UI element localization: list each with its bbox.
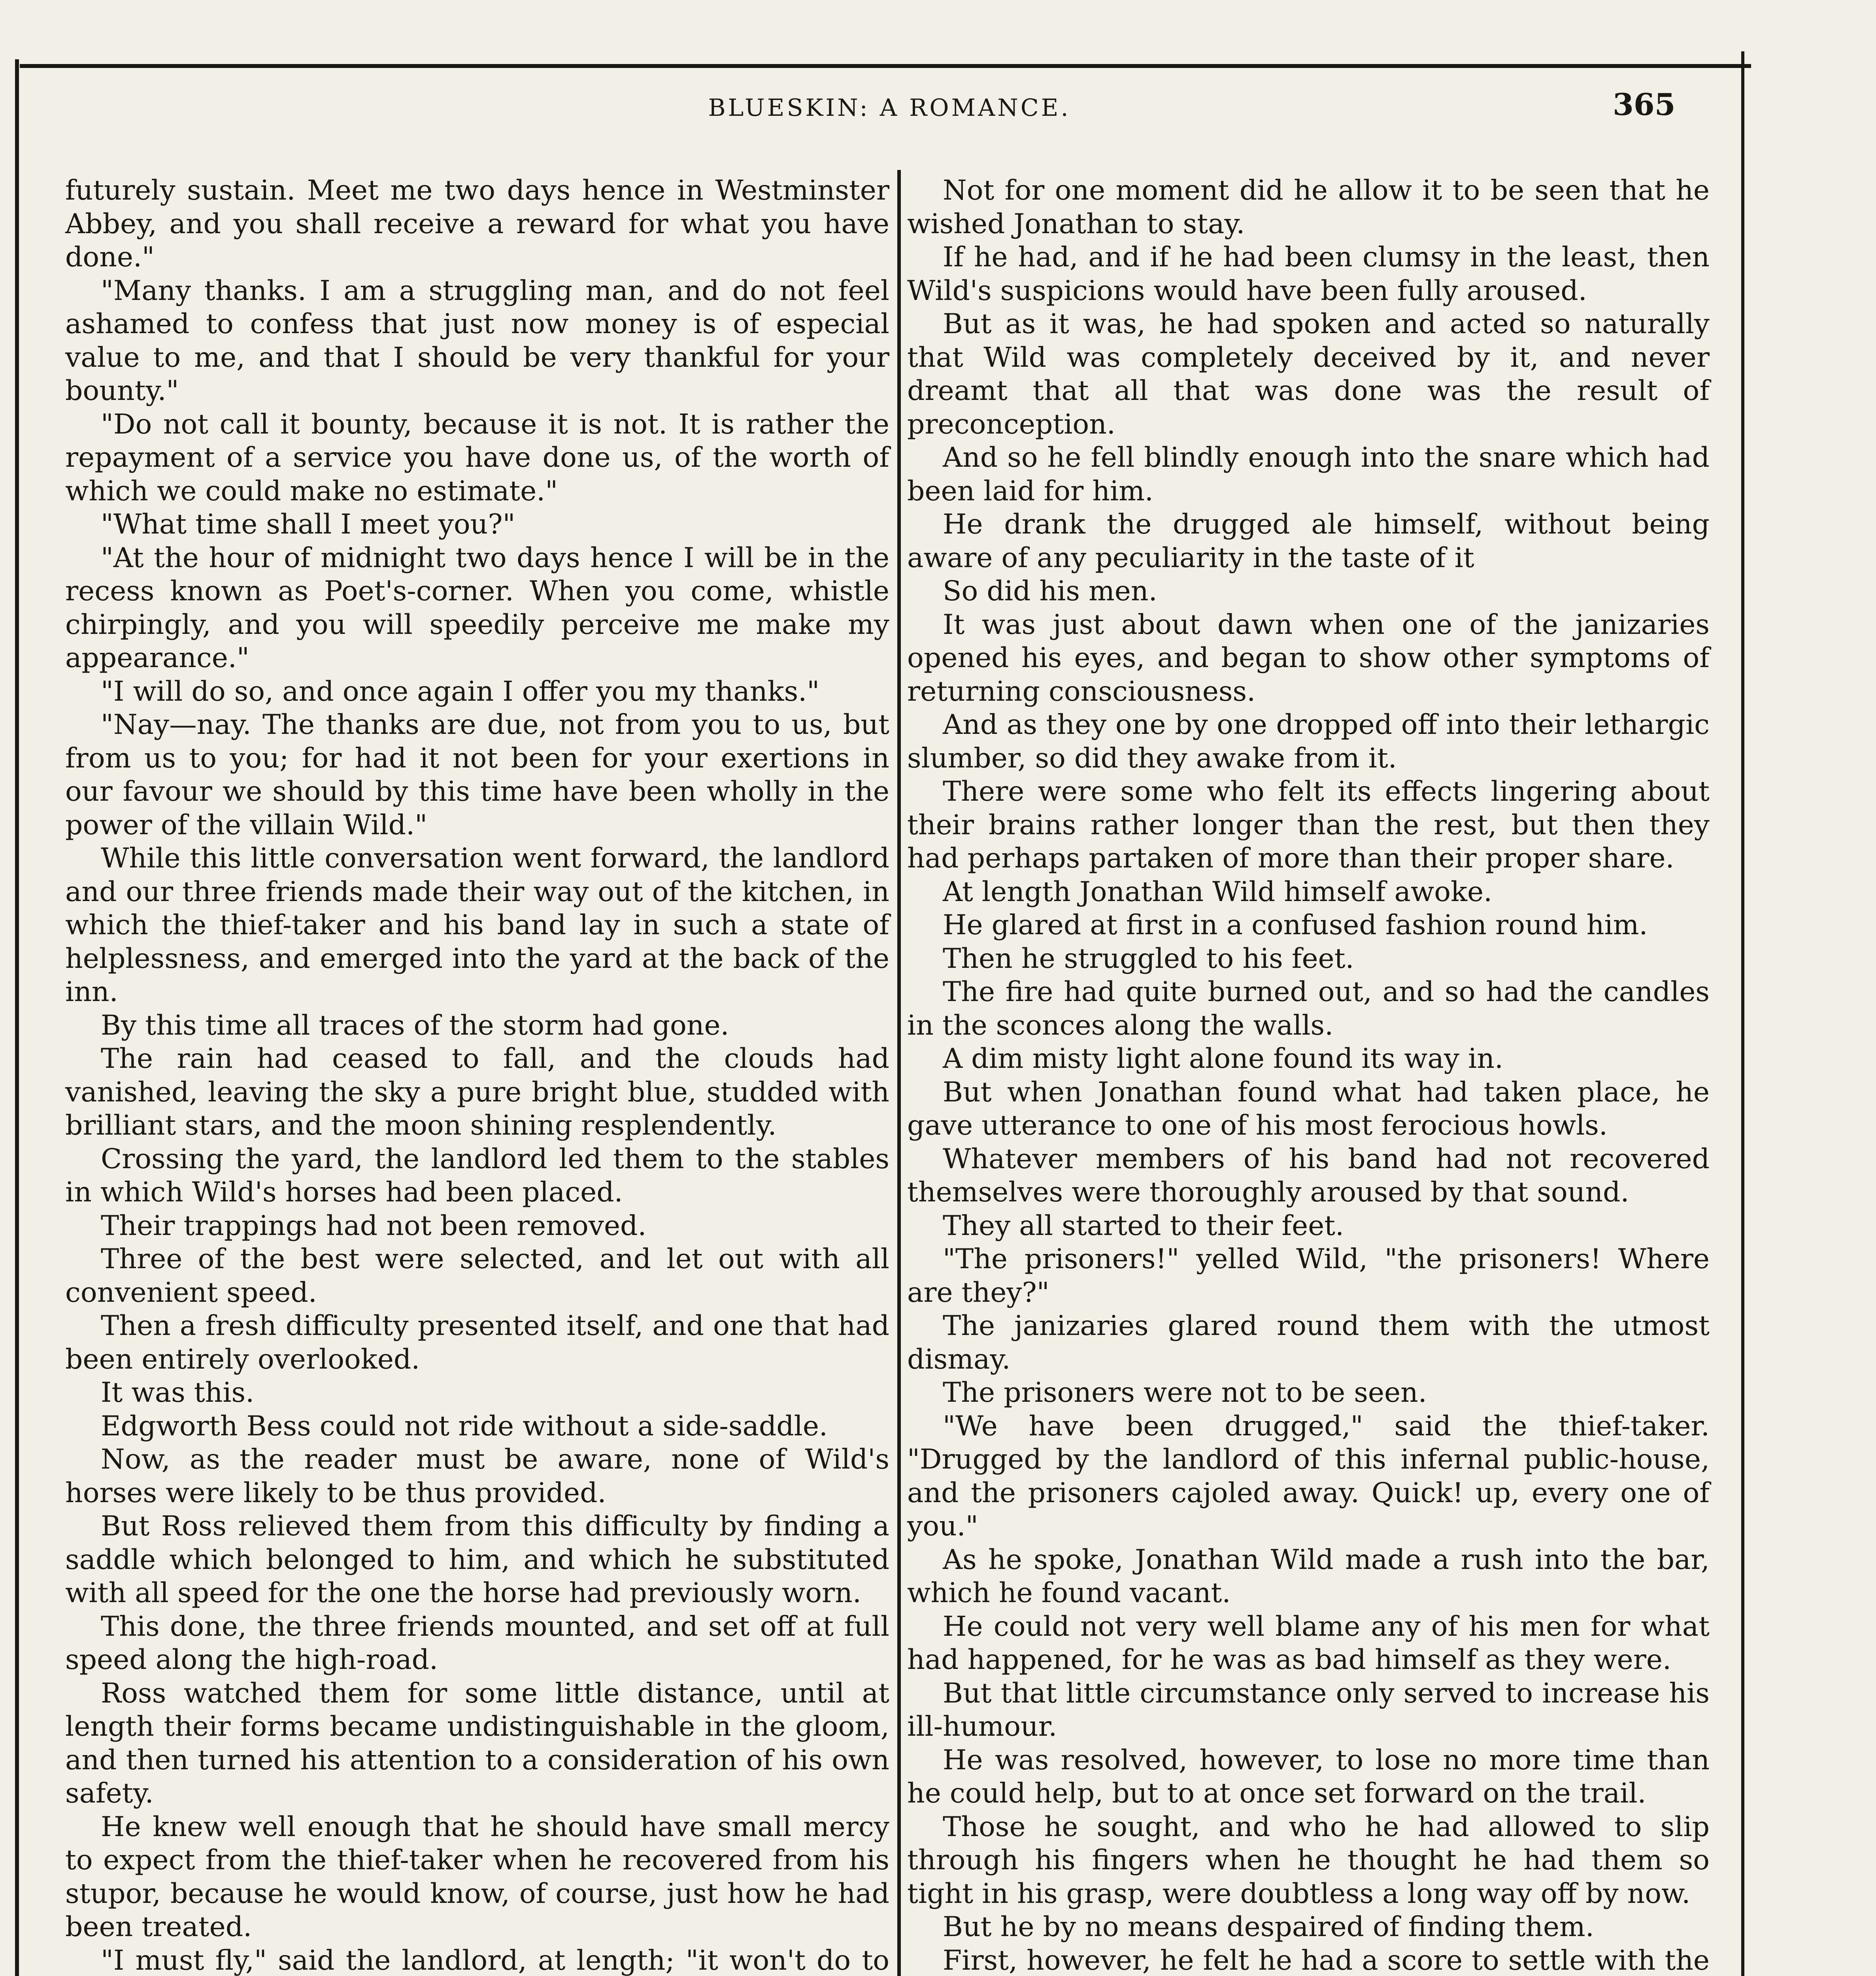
left-border-rule [15,59,19,1976]
page-number: 365 [1613,87,1676,122]
paragraph: "I must fly," said the landlord, at length; "it won't do to [101,1944,889,1976]
paragraph: "Many thanks. I am a struggling man, and do not feel ashamed to confess that just now money is of especial value to me, and that I should be very thankful for your bounty." [65,275,889,407]
paragraph: He drank the drugged ale himself, without being aware of any peculiarity in the taste of it [907,509,1710,574]
paragraph: Their trappings had not been removed. [101,1210,647,1242]
paragraph: This done, the three friends mounted, and set off at full speed along the high-road. [65,1610,889,1676]
paragraph: The rain had ceased to fall, and the clouds had vanished, leaving the sky a pure bright blue, studded with brilliant stars, and the moon shining resplendently. [65,1043,889,1141]
paragraph: They all started to their feet. [943,1210,1344,1242]
left-text-column [65,174,889,1976]
paragraph: And as they one by one dropped off into their lethargic slumber, so did they awake from it. [907,709,1710,774]
paragraph: He knew well enough that he should have small mercy to expect from the thief-taker when he recovered from his stupor, because he would know, of course, just how he had been treated. [65,1811,889,1943]
paragraph: He was resolved, however, to lose no more time than he could help, but to at once set forward on the trail. [907,1744,1710,1809]
paragraph: Then a fresh difficulty presented itself, and one that had been entirely overlooked. [65,1310,889,1375]
paragraph: "The prisoners!" yelled Wild, "the prisoners! Where are they?" [907,1243,1710,1309]
paragraph: While this little conversation went forward, the landlord and our three friends made their way out of the kitchen, in which the thief-taker and his band lay in such a state of helplessness, and emerged into the yard at the back of the inn. [65,843,889,1008]
paragraph: futurely sustain. Meet me two days hence in Westminster Abbey, and you shall receive a reward for what you have done." [65,175,889,273]
paragraph: "I will do so, and once again I offer you my thanks." [101,675,820,707]
paragraph: But when Jonathan found what had taken place, he gave utterance to one of his most ferocious howls. [907,1076,1710,1141]
paragraph: There were some who felt its effects lingering about their brains rather longer than the rest, but then they had perhaps partaken of more than their proper share. [907,776,1710,874]
paragraph: It was just about dawn when one of the janizaries opened his eyes, and began to show other symptoms of returning consciousness. [907,609,1710,707]
right-text-column [907,174,1710,1976]
paragraph: The prisoners were not to be seen. [943,1377,1427,1408]
paragraph: Then he struggled to his feet. [943,943,1354,975]
running-header-title: BLUESKIN: A ROMANCE. [708,94,1071,122]
paragraph: But as it was, he had spoken and acted so naturally that Wild was completely deceived by it, and never dreamt that all that was done was the result of preconception. [907,308,1710,440]
paragraph: But Ross relieved them from this difficulty by finding a saddle which belonged to him, and which he substituted with all speed for the one the horse had previously worn. [65,1510,889,1609]
paragraph: Those he sought, and who he had allowed to slip through his fingers when he thought he had them so tight in his grasp, were doubtless a long way off by now. [907,1811,1710,1910]
paragraph: The janizaries glared round them with the utmost dismay. [907,1310,1710,1375]
paragraph: But he by no means despaired of finding them. [943,1911,1594,1943]
paragraph: If he had, and if he had been clumsy in the least, then Wild's suspicions would have been fully aroused. [907,241,1710,307]
paragraph: "What time shall I meet you?" [101,509,515,540]
paragraph: The fire had quite burned out, and so had the candles in the sconces along the walls. [907,976,1710,1041]
paragraph: He could not very well blame any of his men for what had happened, for he was as bad himself as they were. [907,1610,1710,1676]
paragraph: But that little circumstance only served to increase his ill-humour. [907,1677,1710,1742]
paragraph: Now, as the reader must be aware, none of Wild's horses were likely to be thus provided. [65,1444,889,1509]
paragraph: Three of the best were selected, and let out with all convenient speed. [65,1243,889,1309]
paragraph: Ross watched them for some little distance, until at length their forms became undistinguishable in the gloom, and then turned his attention to a consideration of his own safety. [65,1677,889,1809]
paragraph: As he spoke, Jonathan Wild made a rush into the bar, which he found vacant. [907,1544,1710,1609]
paragraph: Edgworth Bess could not ride without a side-saddle. [101,1410,828,1442]
paragraph: It was this. [101,1377,255,1408]
paragraph: "We have been drugged," said the thief-taker. "Drugged by the landlord of this infernal public-house, and the prisoners cajoled away. Quick! up, every one of you." [907,1410,1710,1542]
paragraph: Whatever members of his band had not recovered themselves were thoroughly aroused by that sound. [907,1143,1710,1208]
paragraph: Crossing the yard, the landlord led them to the stables in which Wild's horses had been placed. [65,1143,889,1208]
paragraph: "Do not call it bounty, because it is not. It is rather the repayment of a service you have done us, of the worth of which we could make no estimate." [65,408,889,507]
paragraph: At length Jonathan Wild himself awoke. [943,876,1493,908]
paragraph: And so he fell blindly enough into the snare which had been laid for him. [907,442,1710,507]
paragraph: "Nay—nay. The thanks are due, not from you to us, but from us to you; for had it not been for your exertions in our favour we should by this time have been wholly in the power of the villain Wild." [65,709,889,841]
top-border-rule [20,64,1751,68]
paragraph: "At the hour of midnight two days hence I will be in the recess known as Poet's-corner. When you come, whistle chirpingly, and you will speedily perceive me make my appearance." [65,542,889,674]
paragraph: First, however, he felt he had a score to settle with the [943,1944,1710,1976]
column-divider-rule [897,170,901,1976]
paragraph: By this time all traces of the storm had gone. [101,1009,729,1041]
right-column-paragraphs [907,174,1710,1976]
paragraph: He glared at first in a confused fashion round him. [943,909,1648,941]
paragraph: So did his men. [943,575,1157,607]
right-border-rule [1741,51,1744,1976]
paragraph: A dim misty light alone found its way in. [943,1043,1504,1075]
paragraph: Not for one moment did he allow it to be seen that he wished Jonathan to stay. [907,175,1710,240]
